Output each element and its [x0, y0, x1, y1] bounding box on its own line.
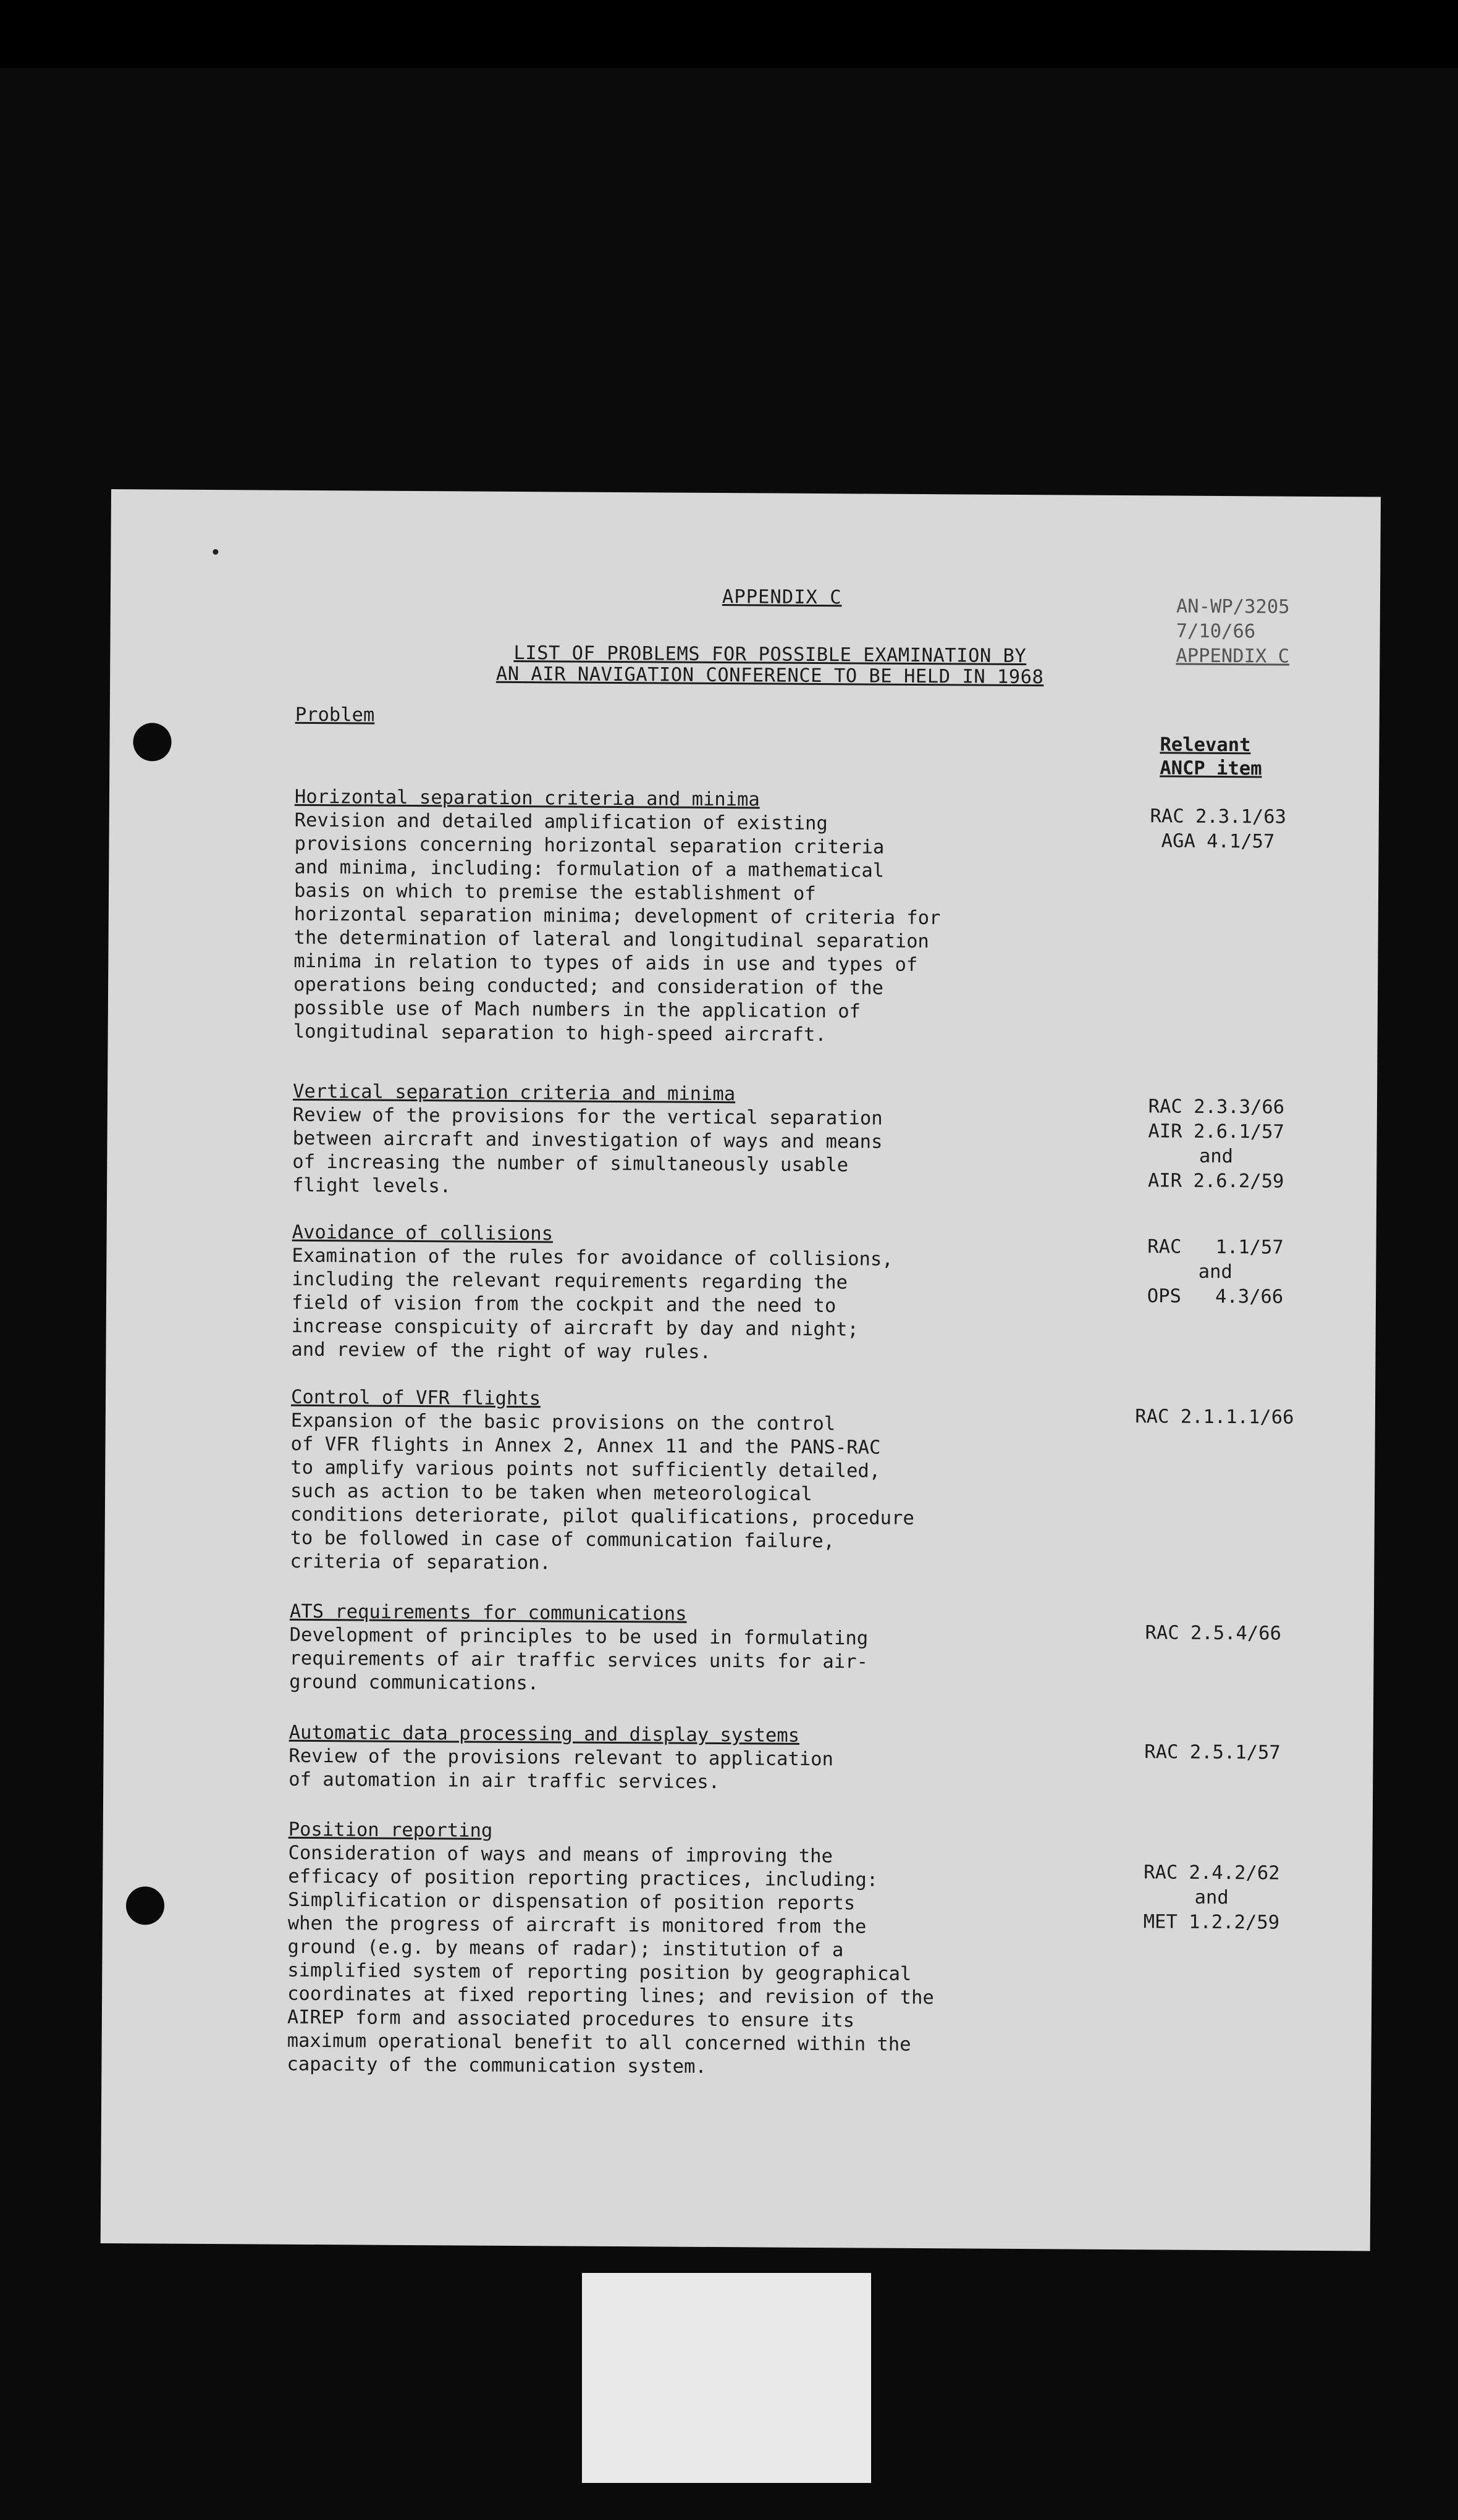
- column-header-ancp-line: Relevant: [1160, 734, 1251, 757]
- problem-section: [292, 1080, 1003, 1202]
- ancp-item-reference: RAC 2.3.3/66 AIR 2.6.1/57 and AIR 2.6.2/59: [1147, 1096, 1285, 1193]
- problem-description: Revision and detailed amplification of existing provisions concerning horizontal separation criteria and minima, including: formulation of a mathematical basis on which to premise the establishment of horizontal separation minima; development of criteria for the determination of lateral and longitudinal separation minima in relation to types of aids in use and types of operations being conducted; and consideration of the possible use of Mach numbers in the application of longitudinal separation to high-speed aircraft.: [293, 809, 941, 1046]
- ancp-item-reference: RAC 2.5.4/66: [1145, 1622, 1281, 1645]
- scanner-top-strip: [0, 0, 1458, 68]
- list-title-line: LIST OF PROBLEMS FOR POSSIBLE EXAMINATION BY: [513, 642, 1027, 668]
- appendix-title: APPENDIX C: [722, 586, 842, 609]
- problem-section: [293, 786, 1006, 1048]
- problem-description: Examination of the rules for avoidance of collisions, including the relevant requirements regarding the field of vision from the cockpit and the need to increase conspicuity of aircraft by day and night; and review of the right of way rules.: [291, 1245, 893, 1363]
- list-title-line: AN AIR NAVIGATION CONFERENCE TO BE HELD IN 1968: [495, 663, 1044, 689]
- ink-speck: [213, 549, 218, 555]
- reference-appendix: APPENDIX C: [1176, 645, 1290, 668]
- document-page: [101, 489, 1381, 2251]
- problem-description: Review of the provisions for the vertical separation between aircraft and investigation of ways and means of increasing the number of simultaneously usable flight levels.: [292, 1104, 883, 1198]
- punch-hole-top: [133, 723, 171, 761]
- column-header-ancp: [1160, 733, 1277, 781]
- problem-heading: Horizontal separation criteria and minima: [294, 786, 760, 811]
- ancp-item-reference: RAC 2.3.1/63 AGA 4.1/57: [1150, 805, 1287, 853]
- ancp-item-reference: RAC 2.4.2/62 and MET 1.2.2/59: [1143, 1862, 1280, 1934]
- problem-heading: ATS requirements for communications: [289, 1600, 687, 1625]
- problem-description: Review of the provisions relevant to application of automation in air traffic services.: [289, 1745, 833, 1794]
- problem-section: [289, 1721, 1000, 1796]
- column-header-problem: Problem: [295, 704, 375, 726]
- problem-section: [287, 1818, 999, 2081]
- problem-heading: Position reporting: [288, 1818, 493, 1842]
- reference-number: AN-WP/3205: [1176, 595, 1290, 618]
- punch-hole-bottom: [126, 1886, 164, 1925]
- document-reference: [1176, 595, 1289, 670]
- problem-description: Consideration of ways and means of improving the efficacy of position reporting practices, including: Simplification or dispensation of position reports when the progress of aircraft is monitored from the ground (e.g. by means of radar); institution of a simplified system of reporting position by geographical coordinates at fixed reporting lines; and revision of the AIREP form and associated procedures to ensure its maximum operational benefit to all concerned within the capacity of the communication system.: [287, 1842, 934, 2078]
- problem-section: [289, 1600, 1000, 1699]
- problem-section: [291, 1221, 1002, 1366]
- ancp-item-reference: RAC 1.1/57 and OPS 4.3/66: [1147, 1236, 1284, 1308]
- ancp-item-reference: RAC 2.1.1.1/66: [1135, 1406, 1294, 1429]
- reference-date: 7/10/66: [1176, 620, 1256, 643]
- problem-heading: Vertical separation criteria and minima: [292, 1080, 736, 1106]
- problem-description: Development of principles to be used in formulating requirements of air traffic services units for air- ground communications.: [289, 1624, 869, 1695]
- blank-target-card: [582, 2273, 871, 2483]
- ancp-item-reference: RAC 2.5.1/57: [1144, 1741, 1281, 1764]
- problem-heading: Avoidance of collisions: [292, 1221, 554, 1245]
- list-title: [461, 642, 1079, 688]
- problem-heading: Automatic data processing and display systems: [289, 1721, 800, 1747]
- problem-heading: Control of VFR flights: [290, 1386, 541, 1410]
- column-header-ancp-line: ANCP item: [1160, 757, 1262, 780]
- problem-section: [290, 1386, 1001, 1578]
- problem-description: Expansion of the basic provisions on the control of VFR flights in Annex 2, Annex 11 and the PANS-RAC to amplify various points not sufficiently detailed, such as action to be taken when meteorological conditions deteriorate, pilot qualifications, procedure to be followed in case of communication failure, criteria of separation.: [290, 1409, 914, 1574]
